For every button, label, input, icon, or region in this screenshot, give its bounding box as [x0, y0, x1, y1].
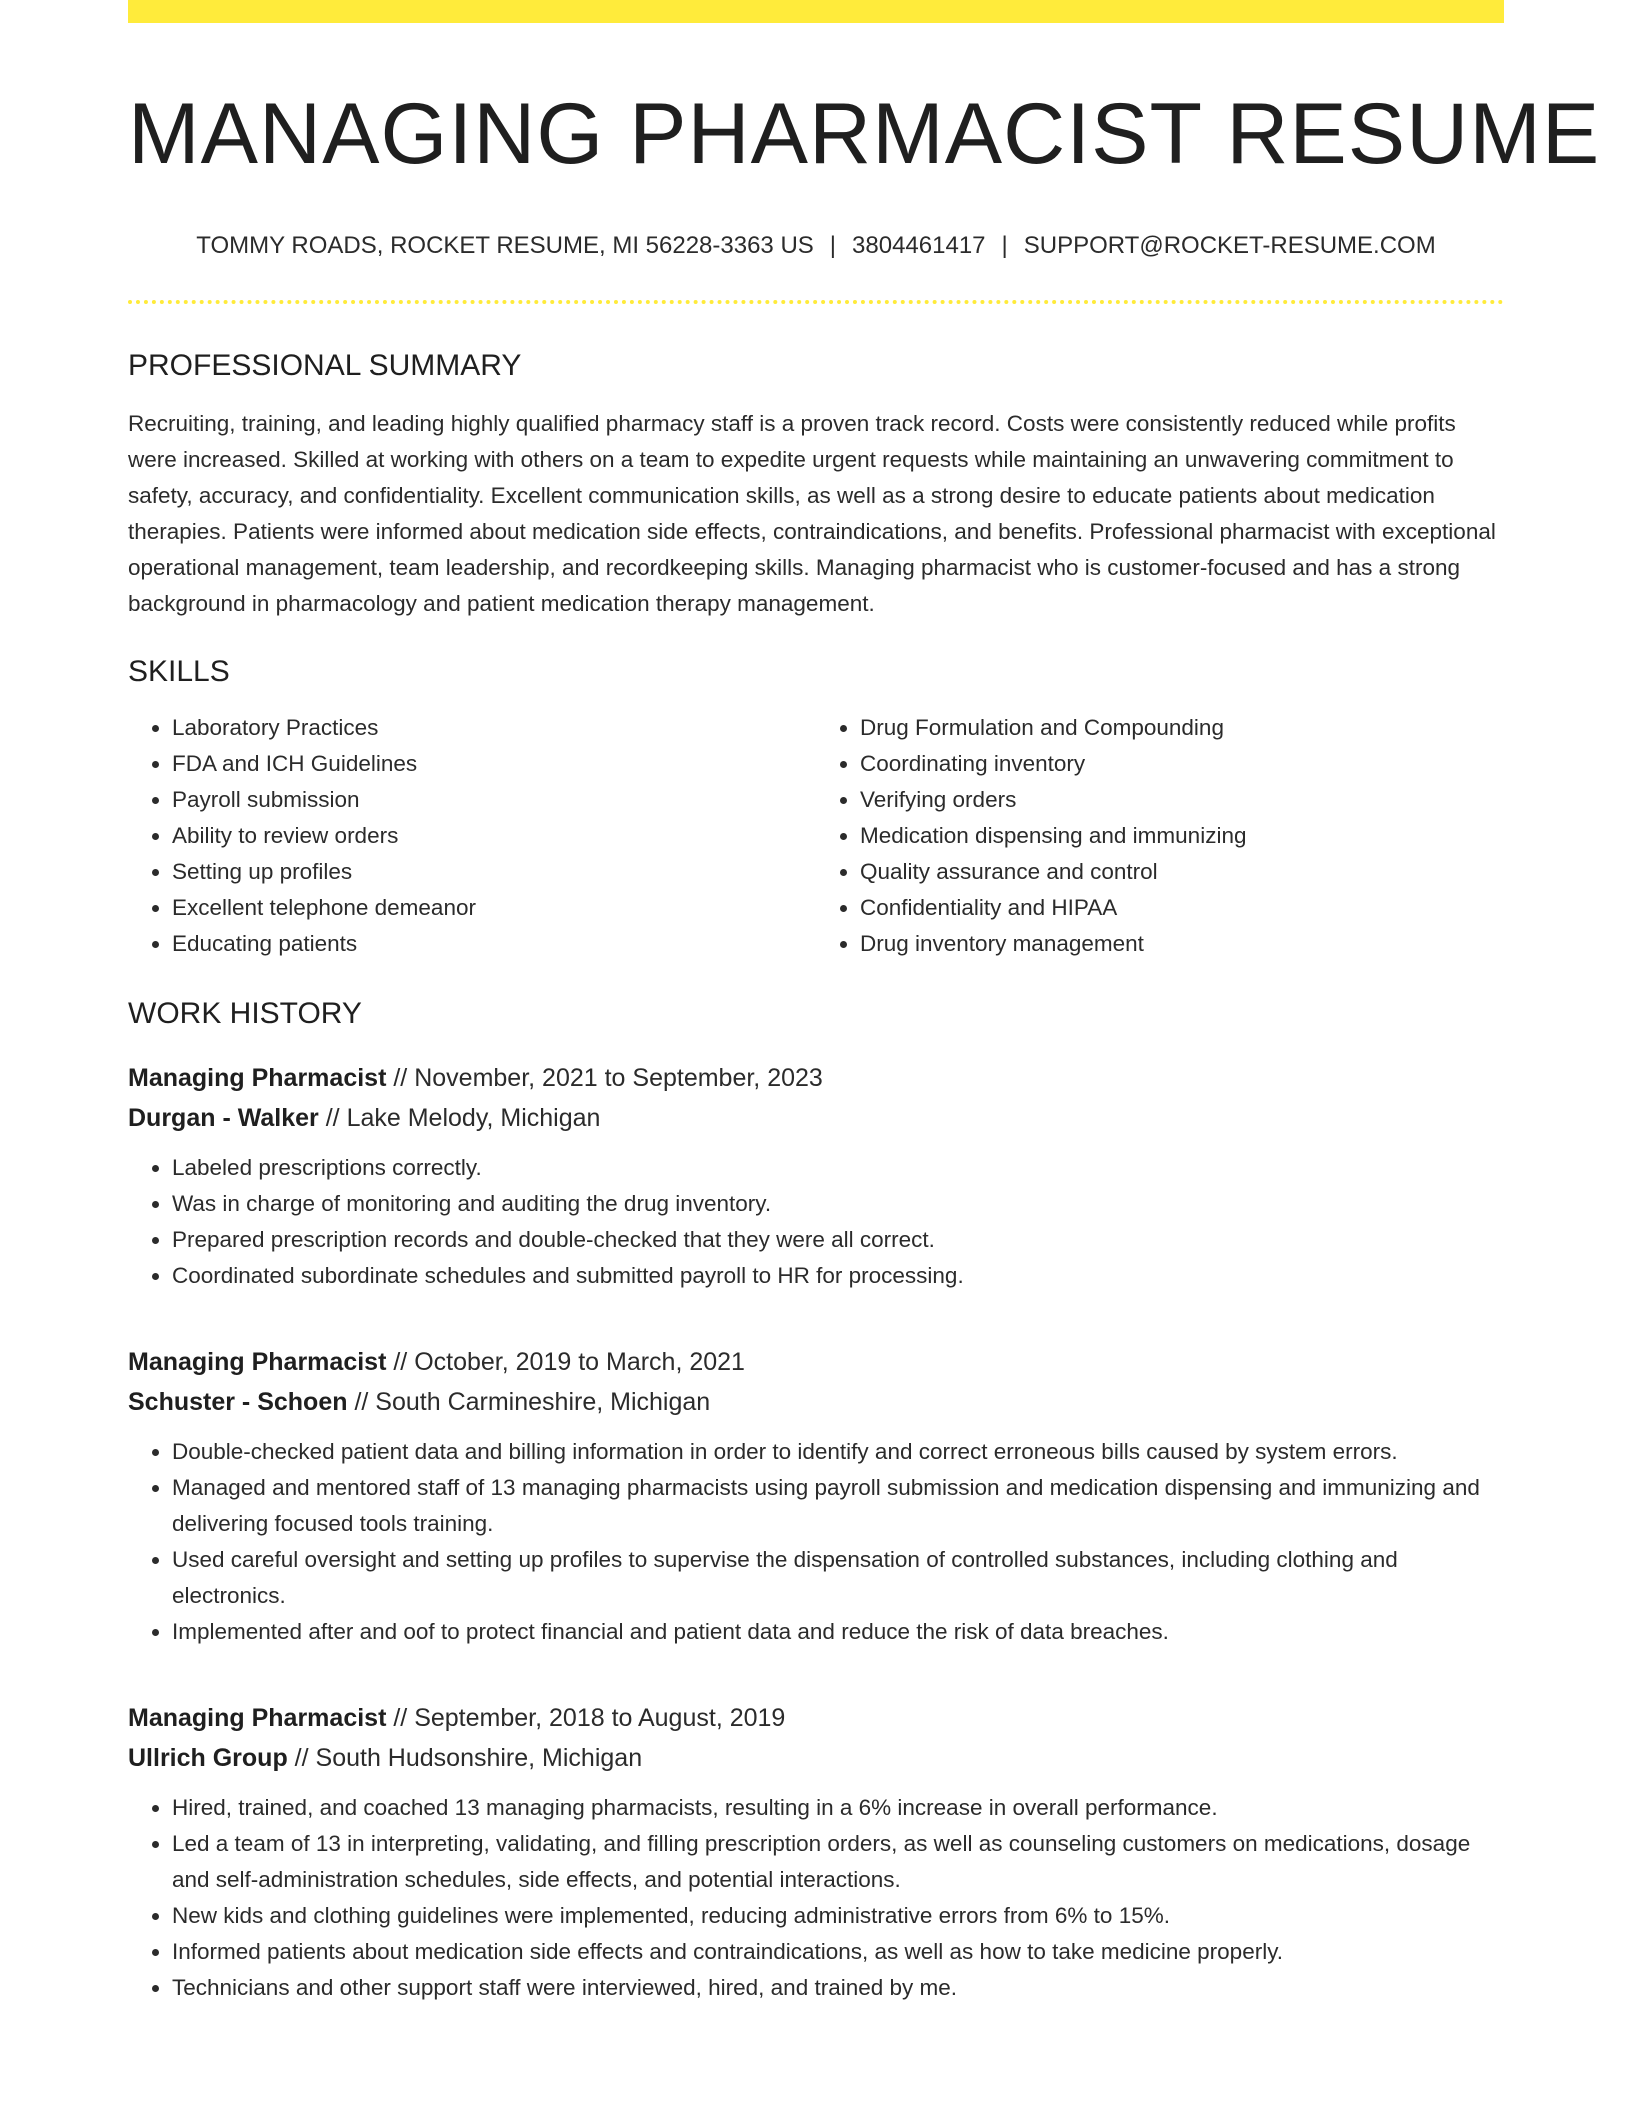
field-separator: //: [386, 1704, 415, 1733]
job-dates: September, 2018 to August, 2019: [414, 1704, 786, 1733]
job-title-line: [128, 1058, 1504, 1098]
duty-item: • Hired, trained, and coached 13 managing pharmacists, resulting in a 6% increase in overall performance.: [172, 1790, 1504, 1826]
duty-item: • Coordinated subordinate schedules and submitted payroll to HR for processing.: [172, 1258, 1504, 1294]
skill-item: • Coordinating inventory: [860, 746, 1504, 782]
job-location: South Carmineshire, Michigan: [375, 1388, 711, 1417]
contact-separator: |: [1001, 232, 1008, 260]
job-dates: October, 2019 to March, 2021: [414, 1348, 745, 1377]
job-location: Lake Melody, Michigan: [346, 1104, 601, 1133]
job-company: Ullrich Group: [128, 1744, 288, 1773]
skill-item: • Laboratory Practices: [172, 710, 816, 746]
duty-item: • Technicians and other support staff were interviewed, hired, and trained by me.: [172, 1970, 1504, 2006]
job-entry: [128, 1698, 1504, 2006]
contact-email: SUPPORT@ROCKET-RESUME.COM: [1023, 232, 1436, 260]
resume-title: MANAGING PHARMACIST RESUME: [128, 86, 1601, 182]
skill-item: • Medication dispensing and immunizing: [860, 818, 1504, 854]
duty-item: • Implemented after and oof to protect financial and patient data and reduce the risk of data breaches.: [172, 1614, 1504, 1650]
field-separator: //: [347, 1388, 376, 1417]
duty-item: • Informed patients about medication side effects and contraindications, as well as how to take medicine properly.: [172, 1934, 1504, 1970]
job-entry: [128, 1342, 1504, 1650]
skills-column-right: [816, 710, 1504, 962]
accent-bar: [128, 0, 1504, 23]
job-title-line: [128, 1342, 1504, 1382]
job-company: Durgan - Walker: [128, 1104, 319, 1133]
job-company-line: [128, 1738, 1504, 1778]
contact-address: TOMMY ROADS, ROCKET RESUME, MI 56228-3363 US: [196, 232, 814, 260]
job-company-line: [128, 1098, 1504, 1138]
field-separator: //: [386, 1348, 415, 1377]
job-dates: November, 2021 to September, 2023: [414, 1064, 823, 1093]
job-title-line: [128, 1698, 1504, 1738]
duty-item: • Prepared prescription records and double-checked that they were all correct.: [172, 1222, 1504, 1258]
skill-item: • FDA and ICH Guidelines: [172, 746, 816, 782]
skill-item: • Quality assurance and control: [860, 854, 1504, 890]
job-duties: [128, 1434, 1504, 1650]
skills-list: [128, 710, 1504, 962]
skill-item: • Educating patients: [172, 926, 816, 962]
job-location: South Hudsonshire, Michigan: [315, 1744, 643, 1773]
skill-item: • Payroll submission: [172, 782, 816, 818]
job-duties: [128, 1150, 1504, 1294]
skill-item: • Setting up profiles: [172, 854, 816, 890]
contact-line: [128, 230, 1504, 262]
duty-item: • New kids and clothing guidelines were implemented, reducing administrative errors from 6% to 15%.: [172, 1898, 1504, 1934]
summary-heading: PROFESSIONAL SUMMARY: [128, 349, 522, 383]
duty-item: • Labeled prescriptions correctly.: [172, 1150, 1504, 1186]
job-title: Managing Pharmacist: [128, 1348, 387, 1377]
skill-item: • Drug inventory management: [860, 926, 1504, 962]
skills-heading: SKILLS: [128, 655, 230, 689]
job-company: Schuster - Schoen: [128, 1388, 348, 1417]
work-history-heading: WORK HISTORY: [128, 997, 362, 1031]
skill-item: • Ability to review orders: [172, 818, 816, 854]
dotted-divider: [128, 300, 1504, 304]
skill-item: • Confidentiality and HIPAA: [860, 890, 1504, 926]
resume-page: [128, 0, 1601, 2006]
contact-phone: 3804461417: [852, 232, 986, 260]
duty-item: • Managed and mentored staff of 13 managing pharmacists using payroll submission and medication dispensing and immunizing and delivering focused tools training.: [172, 1470, 1504, 1542]
skills-column-left: [128, 710, 816, 962]
field-separator: //: [287, 1744, 316, 1773]
job-title: Managing Pharmacist: [128, 1704, 387, 1733]
skill-item: • Verifying orders: [860, 782, 1504, 818]
duty-item: • Double-checked patient data and billing information in order to identify and correct erroneous bills caused by system errors.: [172, 1434, 1504, 1470]
skill-item: • Drug Formulation and Compounding: [860, 710, 1504, 746]
job-duties: [128, 1790, 1504, 2006]
duty-item: • Was in charge of monitoring and auditing the drug inventory.: [172, 1186, 1504, 1222]
job-entry: [128, 1058, 1504, 1294]
contact-separator: |: [829, 232, 837, 260]
field-separator: //: [386, 1064, 415, 1093]
duty-item: • Led a team of 13 in interpreting, validating, and filling prescription orders, as well as counseling customers on medications, dosage and self-administration schedules, side effects, and potential interactions.: [172, 1826, 1504, 1898]
skill-item: • Excellent telephone demeanor: [172, 890, 816, 926]
job-title: Managing Pharmacist: [128, 1064, 387, 1093]
field-separator: //: [318, 1104, 347, 1133]
duty-item: • Used careful oversight and setting up profiles to supervise the dispensation of controlled substances, including clothing and electronics.: [172, 1542, 1504, 1614]
summary-text: Recruiting, training, and leading highly qualified pharmacy staff is a proven track record. Costs were consistently reduced while profits were increased. Skilled at working with others on a team to expedite urgent requests while maintaining an unwavering commitment to safety, accuracy, and confidentiality. Excellent communication skills, as well as a strong desire to educate patients about medication therapies. Patients were informed about medication side effects, contraindications, and benefits. Professional pharmacist with exceptional operational management, team leadership, and recordkeeping skills. Managing pharmacist who is customer-focused and has a strong background in pharmacology and patient medication therapy management.: [128, 411, 1496, 617]
job-company-line: [128, 1382, 1504, 1422]
